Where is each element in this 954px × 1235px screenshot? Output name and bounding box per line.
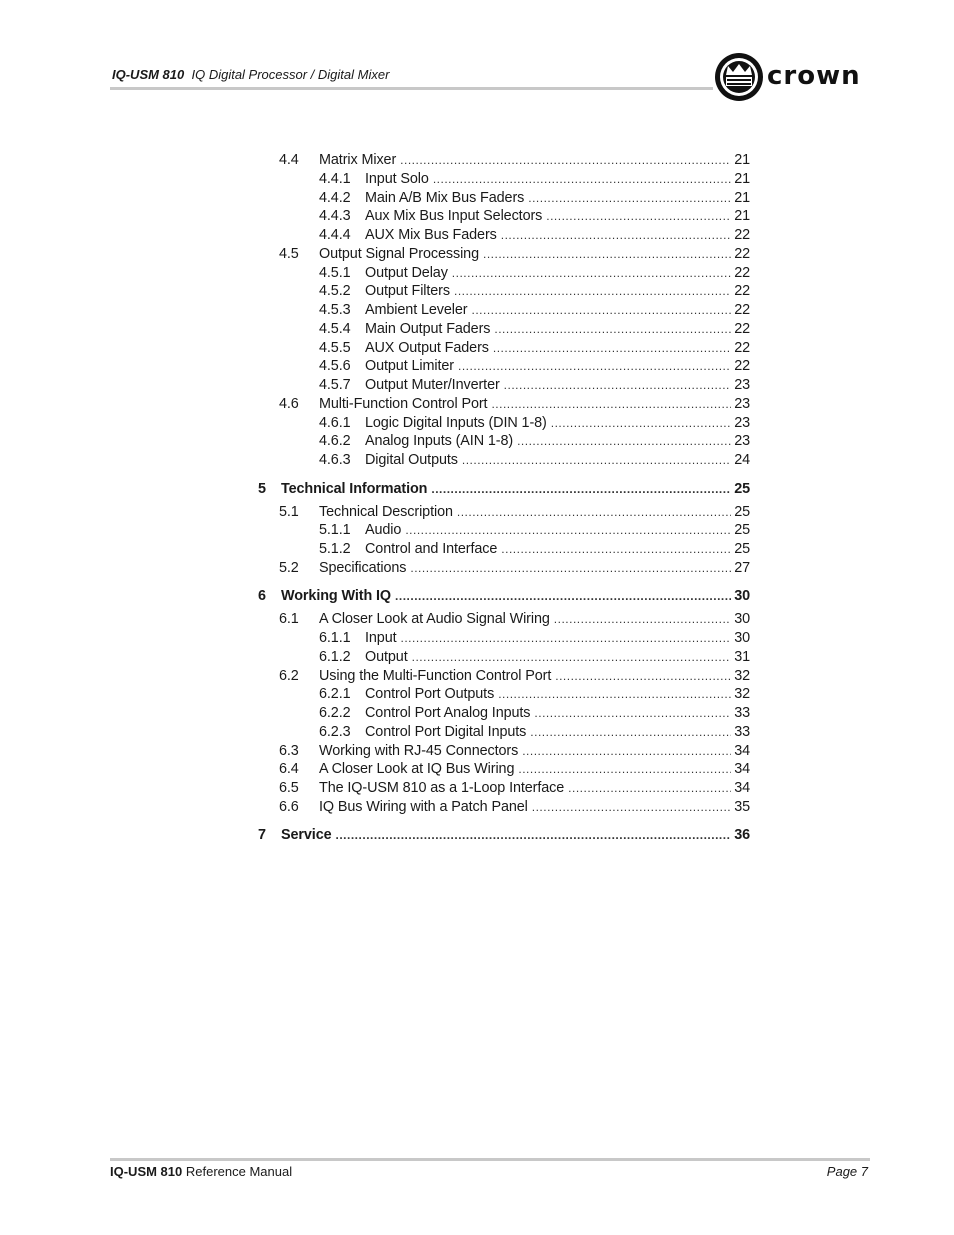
toc-entry[interactable] — [279, 780, 750, 798]
footer-rule — [110, 1158, 870, 1161]
toc-leader-dots — [498, 686, 731, 702]
toc-leader-dots — [504, 377, 731, 393]
header-rule — [110, 87, 713, 90]
toc-entry[interactable] — [319, 208, 750, 226]
toc-entry-number: 7 — [258, 827, 266, 844]
toc-entry-page: 25 — [734, 522, 750, 539]
toc-entry-title: Digital Outputs — [365, 452, 458, 468]
toc-entry-number: 6.1.1 — [319, 630, 351, 646]
toc-leader-dots — [458, 358, 731, 374]
toc-entry-number: 4.5.1 — [319, 264, 351, 281]
toc-entry-number: 6.6 — [279, 798, 299, 815]
toc-leader-dots — [551, 415, 731, 431]
header-subtitle: IQ Digital Processor / Digital Mixer — [191, 67, 390, 82]
toc-entry-page: 22 — [734, 227, 750, 243]
toc-entry[interactable] — [319, 302, 750, 320]
toc-leader-dots — [528, 190, 731, 206]
toc-entry[interactable] — [319, 541, 750, 559]
toc-entry-number: 4.4.1 — [319, 170, 351, 187]
toc-entry-title: Service — [281, 827, 332, 844]
toc-entry-page: 34 — [734, 742, 750, 759]
toc-entry-number: 5 — [258, 480, 266, 497]
toc-leader-dots — [452, 265, 731, 281]
toc-entry-title: Output Delay — [365, 264, 448, 281]
toc-entry-number: 4.4.3 — [319, 208, 351, 225]
toc-entry-title: Control and Interface — [365, 541, 498, 557]
toc-entry-title: Multi-Function Control Port — [319, 395, 488, 412]
toc-entry-number: 4.5.3 — [319, 302, 351, 318]
toc-entry-number: 6 — [258, 588, 266, 605]
toc-leader-dots — [410, 560, 731, 576]
toc-entry-page: 35 — [734, 798, 750, 815]
toc-entry-title: Technical Information — [281, 480, 428, 497]
toc-leader-dots — [457, 504, 731, 520]
toc-entry-page: 22 — [734, 320, 750, 337]
toc-entry-page: 33 — [734, 705, 750, 721]
toc-entry-number: 4.4.2 — [319, 189, 351, 206]
toc-entry-page: 32 — [734, 667, 750, 684]
toc-entry-page: 22 — [734, 339, 750, 356]
footer-product: IQ-USM 810 — [110, 1164, 183, 1179]
logo-wordmark: crown — [767, 61, 861, 91]
toc-leader-dots — [530, 724, 731, 740]
toc-leader-dots — [494, 321, 731, 337]
header-product: IQ-USM 810 — [112, 67, 185, 82]
toc-entry-number: 6.1 — [279, 611, 299, 628]
toc-entry-number: 6.5 — [279, 780, 299, 796]
toc-entry-number: 4.5.6 — [319, 358, 351, 375]
toc-entry-page: 30 — [734, 588, 750, 605]
toc-entry[interactable] — [319, 283, 750, 301]
toc-entry-title: Input — [365, 630, 397, 646]
toc-entry-title: The IQ-USM 810 as a 1-Loop Interface — [319, 780, 565, 796]
toc-entry[interactable] — [279, 743, 750, 761]
toc-entry-title: Control Port Digital Inputs — [365, 723, 527, 740]
toc-leader-dots — [472, 302, 732, 318]
toc-entry-title: Output Muter/Inverter — [365, 377, 500, 393]
toc-entry[interactable] — [319, 724, 750, 742]
toc-entry-page: 33 — [734, 723, 750, 740]
toc-entry[interactable] — [279, 246, 750, 264]
toc-entry[interactable] — [319, 358, 750, 376]
toc-entry-number: 4.6.3 — [319, 452, 351, 468]
toc-entry-title: Aux Mix Bus Input Selectors — [365, 208, 543, 225]
toc-entry-title: AUX Output Faders — [365, 339, 489, 356]
toc-entry[interactable] — [319, 686, 750, 704]
toc-entry-title: Working With IQ — [281, 588, 392, 605]
toc-entry-page: 23 — [734, 414, 750, 431]
toc-entry-title: IQ Bus Wiring with a Patch Panel — [319, 798, 528, 815]
toc-entry[interactable] — [319, 649, 750, 667]
toc-entry[interactable] — [279, 560, 750, 578]
toc-leader-dots — [336, 827, 731, 843]
crown-logo — [713, 51, 873, 103]
toc-leader-dots — [568, 780, 731, 796]
toc-entry[interactable] — [258, 481, 750, 499]
toc-leader-dots — [501, 227, 731, 243]
toc-entry-page: 22 — [734, 358, 750, 375]
toc-entry-title: A Closer Look at IQ Bus Wiring — [319, 761, 515, 778]
toc-entry[interactable] — [279, 611, 750, 629]
toc-entry-page: 22 — [734, 264, 750, 281]
toc-entry-number: 5.1.1 — [319, 522, 351, 539]
toc-entry-title: Technical Description — [319, 503, 453, 520]
toc-entry-number: 6.4 — [279, 761, 299, 778]
toc-entry-page: 22 — [734, 302, 750, 318]
toc-entry-title: Ambient Leveler — [365, 302, 468, 318]
toc-entry-page: 30 — [734, 630, 750, 646]
toc-entry-number: 4.4 — [279, 152, 299, 168]
toc-entry-title: Audio — [365, 522, 402, 539]
toc-entry-page: 25 — [734, 541, 750, 557]
toc-entry-number: 4.5.5 — [319, 339, 351, 356]
toc-entry-page: 24 — [734, 452, 750, 468]
toc-entry-title: Working with RJ-45 Connectors — [319, 742, 519, 759]
toc-leader-dots — [431, 481, 731, 497]
toc-leader-dots — [433, 171, 731, 187]
toc-entry-title: Main Output Faders — [365, 320, 491, 337]
footer-doc-title — [110, 1164, 292, 1179]
toc-entry[interactable] — [319, 340, 750, 358]
toc-entry-number: 4.5.4 — [319, 320, 351, 337]
toc-leader-dots — [501, 541, 731, 557]
toc-entry[interactable] — [258, 827, 750, 845]
toc-entry-title: Input Solo — [365, 170, 429, 187]
toc-entry-title: Output Limiter — [365, 358, 454, 375]
toc-entry-page: 32 — [734, 686, 750, 703]
toc-entry-page: 21 — [734, 208, 750, 225]
toc-entry[interactable] — [279, 504, 750, 522]
toc-entry-title: Specifications — [319, 559, 407, 576]
toc-entry-page: 23 — [734, 433, 750, 450]
toc-entry-title: Output Filters — [365, 283, 450, 300]
toc-leader-dots — [412, 649, 731, 665]
toc-entry-title: Using the Multi-Function Control Port — [319, 667, 552, 684]
footer-doc-name: Reference Manual — [185, 1164, 293, 1179]
toc-entry[interactable] — [258, 588, 750, 606]
toc-entry-title: Main A/B Mix Bus Faders — [365, 189, 525, 206]
toc-entry-number: 4.5.2 — [319, 283, 351, 300]
toc-entry-number: 6.2.2 — [319, 705, 351, 721]
toc-leader-dots — [534, 705, 731, 721]
toc-entry[interactable] — [279, 152, 750, 170]
toc-entry[interactable] — [319, 415, 750, 433]
toc-leader-dots — [517, 433, 731, 449]
toc-entry[interactable] — [319, 190, 750, 208]
toc-entry[interactable] — [319, 522, 750, 540]
toc-entry[interactable] — [279, 799, 750, 817]
toc-entry-title: Matrix Mixer — [319, 152, 397, 168]
toc-entry[interactable] — [319, 433, 750, 451]
toc-entry-number: 6.2.3 — [319, 723, 351, 740]
toc-entry-page: 21 — [734, 189, 750, 206]
toc-leader-dots — [532, 799, 731, 815]
toc-entry-page: 21 — [734, 152, 750, 168]
toc-entry[interactable] — [319, 705, 750, 723]
toc-leader-dots — [554, 611, 731, 627]
toc-entry-title: Control Port Analog Inputs — [365, 705, 531, 721]
toc-leader-dots — [462, 452, 731, 468]
toc-entry-number: 4.5.7 — [319, 377, 351, 393]
toc-entry[interactable] — [319, 227, 750, 245]
toc-leader-dots — [518, 761, 731, 777]
toc-entry-number: 4.6.2 — [319, 433, 351, 450]
toc-leader-dots — [546, 208, 731, 224]
toc-entry-number: 4.6.1 — [319, 414, 351, 431]
toc-entry-page: 34 — [734, 761, 750, 778]
toc-entry-page: 25 — [734, 503, 750, 520]
toc-entry[interactable] — [279, 761, 750, 779]
toc-leader-dots — [493, 340, 731, 356]
toc-leader-dots — [483, 246, 731, 262]
toc-entry-number: 5.1 — [279, 503, 299, 520]
toc-entry-page: 27 — [734, 559, 750, 576]
toc-entry-page: 23 — [734, 395, 750, 412]
toc-entry-page: 21 — [734, 170, 750, 187]
toc-entry-title: Output — [365, 648, 408, 665]
toc-entry-title: Control Port Outputs — [365, 686, 495, 703]
toc-entry-page: 22 — [734, 245, 750, 262]
toc-entry-page: 31 — [734, 648, 750, 665]
toc-leader-dots — [395, 588, 731, 604]
toc-entry-number: 4.4.4 — [319, 227, 351, 243]
toc-entry[interactable] — [279, 668, 750, 686]
footer-page-number: Page 7 — [826, 1164, 868, 1179]
toc-entry-title: A Closer Look at Audio Signal Wiring — [319, 611, 550, 628]
toc-entry-number: 6.1.2 — [319, 648, 351, 665]
toc-entry[interactable] — [319, 377, 750, 395]
header-title — [112, 67, 389, 82]
toc-entry-title: Output Signal Processing — [319, 245, 479, 262]
toc-entry-page: 25 — [734, 480, 750, 497]
toc-entry[interactable] — [319, 321, 750, 339]
toc-entry-page: 22 — [734, 283, 750, 300]
toc-entry-title: Analog Inputs (AIN 1-8) — [365, 433, 514, 450]
toc-entry-number: 6.3 — [279, 742, 299, 759]
toc-entry[interactable] — [319, 630, 750, 648]
toc-entry-number: 5.2 — [279, 559, 299, 576]
toc-entry[interactable] — [279, 396, 750, 414]
toc-entry-title: AUX Mix Bus Faders — [365, 227, 497, 243]
toc-leader-dots — [555, 668, 731, 684]
toc-entry[interactable] — [319, 452, 750, 470]
toc-entry[interactable] — [319, 265, 750, 283]
toc-leader-dots — [401, 630, 731, 646]
toc-entry-number: 5.1.2 — [319, 541, 351, 557]
toc-entry-page: 23 — [734, 377, 750, 393]
toc-entry-page: 36 — [734, 827, 750, 844]
toc-entry-number: 4.6 — [279, 395, 299, 412]
toc-leader-dots — [522, 743, 731, 759]
toc-entry-number: 6.2 — [279, 667, 299, 684]
toc-entry-title: Logic Digital Inputs (DIN 1-8) — [365, 414, 547, 431]
toc-leader-dots — [491, 396, 731, 412]
toc-entry-page: 30 — [734, 611, 750, 628]
toc-leader-dots — [454, 283, 731, 299]
toc-entry-page: 34 — [734, 780, 750, 796]
toc-entry-number: 4.5 — [279, 245, 299, 262]
toc-entry[interactable] — [319, 171, 750, 189]
toc-leader-dots — [405, 522, 731, 538]
toc-entry-number: 6.2.1 — [319, 686, 351, 703]
toc-leader-dots — [400, 152, 731, 168]
